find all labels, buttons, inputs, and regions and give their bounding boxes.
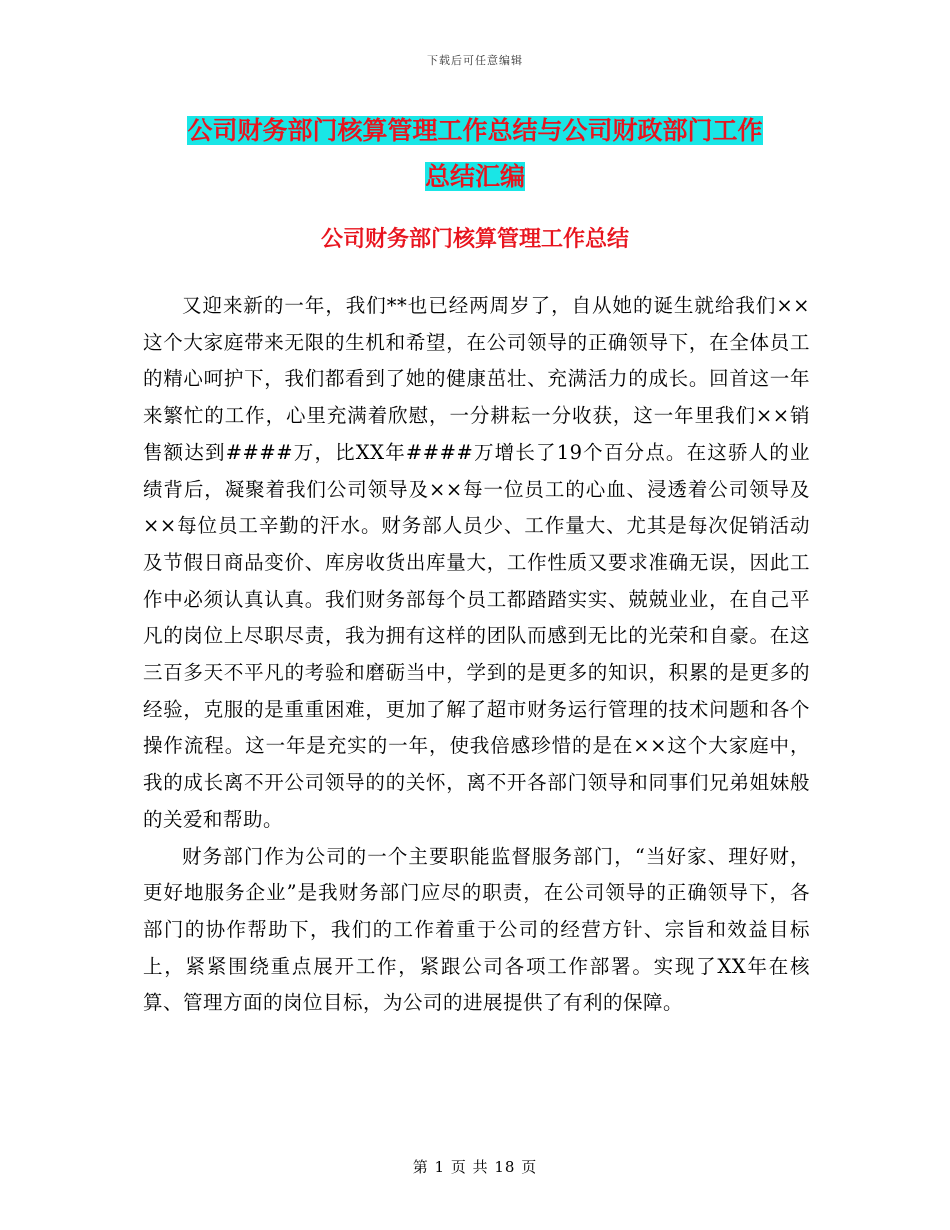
paragraph-2: 财务部门作为公司的一个主要职能监督服务部门，“当好家、理好财，更好地服务企业”是我财务部门应尽的职责，在公司领导的正确领导下，各部门的协作帮助下，我们的工作着重于公司的经营方针、宗旨和效益目标上，紧紧围绕重点展开工作，紧跟公司各项工作部署。实现了XX年在核算、管理方面的岗位目标，为公司的进展提供了有利的保障。 [143, 844, 810, 1015]
header-note: 下载后可任意编辑 [427, 54, 523, 67]
document-body [143, 288, 810, 1022]
paragraph-1: 又迎来新的一年，我们**也已经两周岁了，自从她的诞生就给我们××这个大家庭带来无限的生机和希望，在公司领导的正确领导下，在全体员工的精心呵护下，我们都看到了她的健康茁壮、充满活力的成长。回首这一年来繁忙的工作，心里充满着欣慰，一分耕耘一分收获，这一年里我们××销售额达到####万，比XX年####万增长了19个百分点。在这骄人的业绩背后，凝聚着我们公司领导及××每一位员工的心血、浸透着公司领导及××每位员工辛勤的汗水。财务部人员少、工作量大、尤其是每次促销活动及节假日商品变价、库房收货出库量大，工作性质又要求准确无误，因此工作中必须认真认真。我们财务部每个员工都踏踏实实、兢兢业业，在自己平凡的岗位上尽职尽责，我为拥有这样的团队而感到无比的光荣和自豪。在这三百多天不平凡的考验和磨砺当中，学到的是更多的知识，积累的是更多的经验，克服的是重重困难，更加了解了超市财务运行管理的技术问题和各个操作流程。这一年是充实的一年，使我倍感珍惜的是在××这个大家庭中，我的成长离不开公司领导的的关怀，离不开各部门领导和同事们兄弟姐妹般的关爱和帮助。 [143, 294, 810, 831]
document-title-line1: 公司财务部门核算管理工作总结与公司财政部门工作 [187, 116, 763, 145]
section-title: 公司财务部门核算管理工作总结 [320, 227, 629, 252]
document-title [140, 108, 810, 200]
page-number-footer: 第 1 页 共 18 页 [412, 1158, 538, 1176]
document-title-line2: 总结汇编 [424, 162, 525, 191]
